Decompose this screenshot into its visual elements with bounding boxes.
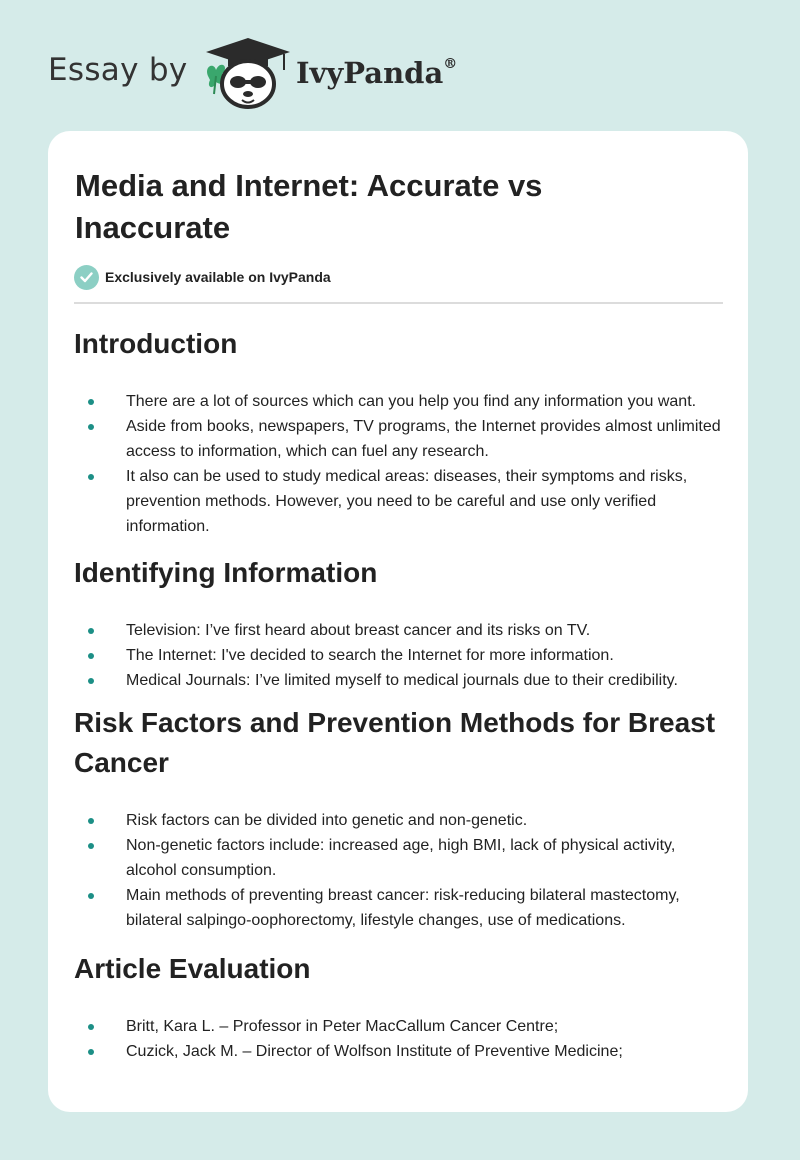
article-card (48, 131, 748, 1112)
badge-label: Exclusively available on IvyPanda (105, 269, 331, 285)
list-item: The Internet: I've decided to search the Internet for more information. (74, 643, 724, 668)
list-item: Risk factors can be divided into genetic and non-genetic. (74, 808, 724, 833)
checkmark-icon (74, 265, 99, 290)
article-body (74, 319, 724, 1064)
list-item: It also can be used to study medical areas: diseases, their symptoms and risks, prevention methods. However, you need to be careful and use only verified information. (74, 464, 724, 539)
list-item: Non-genetic factors include: increased age, high BMI, lack of physical activity, alcohol consumption. (74, 833, 724, 883)
list-item: Television: I’ve first heard about breast cancer and its risks on TV. (74, 618, 724, 643)
ivypanda-logo-icon[interactable] (202, 36, 294, 112)
site-header (48, 36, 648, 112)
article-title: Media and Internet: Accurate vs Inaccurate (75, 168, 543, 245)
brand-name[interactable]: IvyPanda® (296, 56, 458, 90)
list-item: There are a lot of sources which can you help you find any information you want. (74, 389, 724, 414)
section-heading: Article Evaluation (74, 953, 311, 984)
bullet-list (74, 364, 724, 539)
bullet-list (74, 593, 724, 693)
list-item: Britt, Kara L. – Professor in Peter MacCallum Cancer Centre; (74, 1014, 724, 1039)
section-heading: Identifying Information (74, 557, 378, 588)
bullet-list (74, 989, 724, 1064)
section-heading: Introduction (74, 328, 238, 359)
section-introduction (74, 319, 724, 548)
list-item: Medical Journals: I’ve limited myself to medical journals due to their credibility. (74, 668, 724, 693)
section-article-evaluation (74, 944, 724, 1064)
section-heading: Risk Factors and Prevention Methods for Breast Cancer (74, 707, 716, 778)
essay-by-label: Essay by (48, 52, 188, 88)
list-item: Aside from books, newspapers, TV programs, the Internet provides almost unlimited access to information, which can fuel any research. (74, 414, 724, 464)
divider (74, 302, 723, 304)
list-item: Main methods of preventing breast cancer: risk-reducing bilateral mastectomy, bilateral salpingo-oophorectomy, lifestyle changes, use of medications. (74, 883, 724, 933)
section-identifying-information (74, 548, 724, 698)
section-risk-factors (74, 698, 724, 944)
list-item: Cuzick, Jack M. – Director of Wolfson Institute of Preventive Medicine; (74, 1039, 724, 1064)
bullet-list (74, 783, 724, 933)
exclusive-badge (74, 263, 331, 291)
